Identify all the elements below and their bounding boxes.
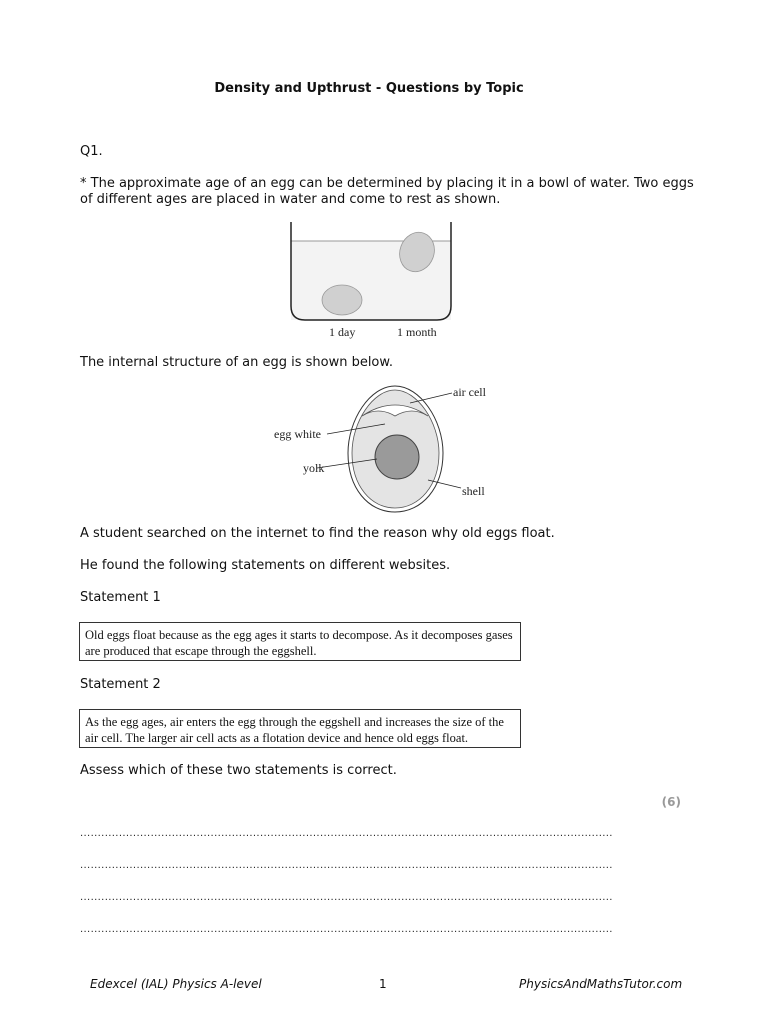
marks: (6) xyxy=(661,795,681,809)
statement-2-box: As the egg ages, air enters the egg through the eggshell and increases the size of the air cell. The larger air cell acts as a flotation device and hence old eggs float. xyxy=(79,709,521,748)
structure-text: The internal structure of an egg is shown below. xyxy=(80,355,393,370)
answer-line[interactable]: ....................................................................................................................................................... xyxy=(80,893,613,903)
page-title: Density and Upthrust - Questions by Topic xyxy=(214,81,524,96)
label-yolk: yolk xyxy=(303,461,325,475)
label-egg-white: egg white xyxy=(274,427,321,441)
egg-one-day xyxy=(322,285,362,315)
label-1-month: 1 month xyxy=(397,325,437,339)
found-text: He found the following statements on different websites. xyxy=(80,558,451,573)
label-1-day: 1 day xyxy=(329,325,356,339)
answer-line[interactable]: ....................................................................................................................................................... xyxy=(80,925,613,935)
task-text: Assess which of these two statements is correct. xyxy=(80,763,397,778)
egg-structure-figure xyxy=(260,380,500,520)
statement-1-box: Old eggs float because as the egg ages it starts to decompose. As it decomposes gases are produced that escape through the eggshell. xyxy=(79,622,521,661)
statement-2-label: Statement 2 xyxy=(80,677,161,692)
footer-right: PhysicsAndMathsTutor.com xyxy=(519,977,683,991)
answer-line[interactable]: ....................................................................................................................................................... xyxy=(80,861,613,871)
search-text: A student searched on the internet to find the reason why old eggs float. xyxy=(80,526,555,541)
label-shell: shell xyxy=(462,484,485,498)
bowl-figure xyxy=(280,220,480,345)
question-intro: * The approximate age of an egg can be determined by placing it in a bowl of water. Two eggs of different ages are placed in water and come to rest as shown. xyxy=(80,176,694,207)
footer-left: Edexcel (IAL) Physics A-level xyxy=(90,977,262,991)
label-air-cell: air cell xyxy=(453,385,486,399)
answer-line[interactable]: ....................................................................................................................................................... xyxy=(80,829,613,839)
yolk xyxy=(375,435,419,479)
statement-1-label: Statement 1 xyxy=(80,590,161,605)
page-number: 1 xyxy=(379,977,387,991)
question-number: Q1. xyxy=(80,144,103,159)
